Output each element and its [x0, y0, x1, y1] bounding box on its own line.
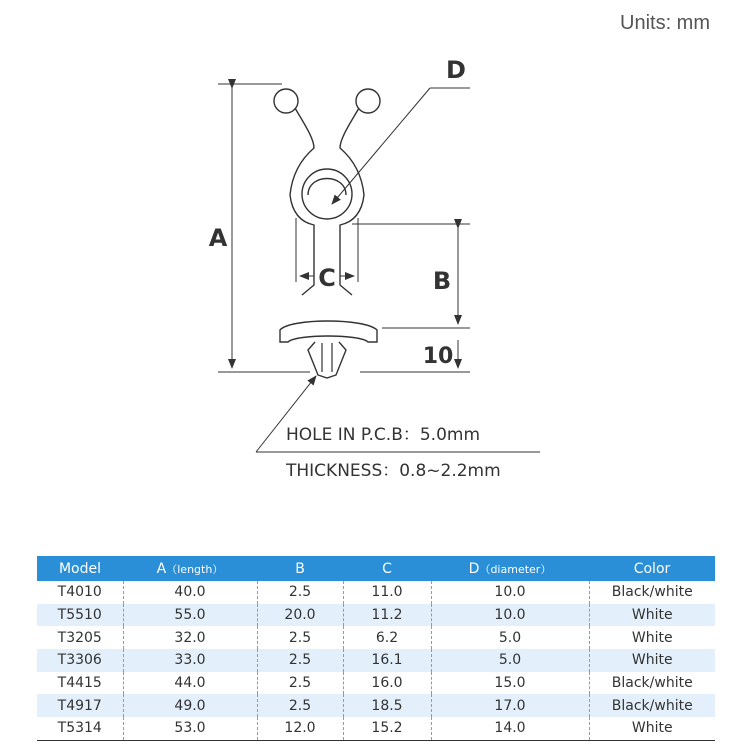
cell-color: Black/white: [611, 584, 693, 601]
cell-a: 55.0: [123, 604, 257, 627]
label-c: C: [318, 264, 336, 292]
spec-table: [37, 556, 715, 741]
clip-leg: [308, 342, 346, 378]
header-model: Model: [37, 556, 123, 581]
cell-c: 11.0: [343, 581, 431, 604]
note-hole: HOLE IN P.C.B：5.0mm: [286, 425, 481, 445]
cell-b: 12.0: [257, 717, 343, 740]
cell-model: T4917: [37, 694, 123, 717]
ring-circle: [302, 169, 352, 219]
table-row: [37, 581, 715, 604]
cell-c: 16.0: [343, 672, 431, 695]
cell-d: 5.0: [431, 626, 589, 649]
clip-cap: [280, 321, 377, 342]
cell-model: T5314: [37, 717, 123, 740]
table-row: [37, 717, 715, 740]
cell-b: 2.5: [257, 581, 343, 604]
cell-color: White: [631, 629, 673, 646]
cell-color: Black/white: [611, 675, 693, 692]
cell-model: T5510: [37, 604, 123, 627]
header-b: B: [257, 556, 343, 581]
cell-d: 10.0: [431, 581, 589, 604]
cell-color: White: [589, 649, 715, 672]
cell-c: 11.2: [343, 604, 431, 627]
table-header-row: [37, 556, 715, 581]
cell-model: T4415: [37, 672, 123, 695]
clip-diagram: [0, 40, 750, 500]
cell-b: 2.5: [257, 694, 343, 717]
cell-model: T3306: [37, 649, 123, 672]
table-row: [37, 694, 715, 717]
cell-c: 16.1: [343, 649, 431, 672]
table-row: [37, 626, 715, 649]
cell-color: White: [589, 604, 715, 627]
header-color: Color: [589, 556, 715, 581]
label-b: B: [432, 267, 452, 295]
cell-b: 2.5: [257, 649, 343, 672]
cell-a: 53.0: [123, 717, 257, 740]
units-label: Units: mm: [620, 12, 710, 34]
table-row: [37, 672, 715, 695]
cell-d: 15.0: [431, 672, 589, 695]
table-row: [37, 604, 715, 627]
cell-a: 33.0: [123, 649, 257, 672]
cell-color: Black/white: [589, 694, 715, 717]
table-row: [37, 649, 715, 672]
cell-d: 17.0: [431, 694, 589, 717]
cell-c: 15.2: [343, 717, 431, 740]
cell-a: 32.0: [123, 626, 257, 649]
cell-d: 10.0: [431, 604, 589, 627]
cell-a: 44.0: [123, 672, 257, 695]
cell-d: 14.0: [431, 717, 589, 740]
header-a: A（length）: [123, 556, 257, 581]
cell-a: 40.0: [123, 581, 257, 604]
cell-b: 20.0: [257, 604, 343, 627]
note-thickness: THICKNESS：0.8~2.2mm: [286, 461, 501, 481]
cell-a: 49.0: [123, 694, 257, 717]
label-a: A: [208, 224, 228, 252]
cell-color: White: [589, 717, 715, 740]
cell-b: 2.5: [257, 626, 343, 649]
header-c: C: [343, 556, 431, 581]
cell-d: 5.0: [431, 649, 589, 672]
label-10: 10: [422, 344, 454, 369]
cell-b: 2.5: [257, 672, 343, 695]
label-d: D: [446, 56, 466, 84]
cell-c: 18.5: [343, 694, 431, 717]
header-d: D（diameter）: [431, 556, 589, 581]
cell-model: T3205: [37, 626, 123, 649]
cell-c: 6.2: [343, 626, 431, 649]
cell-model: T4010: [37, 581, 123, 604]
